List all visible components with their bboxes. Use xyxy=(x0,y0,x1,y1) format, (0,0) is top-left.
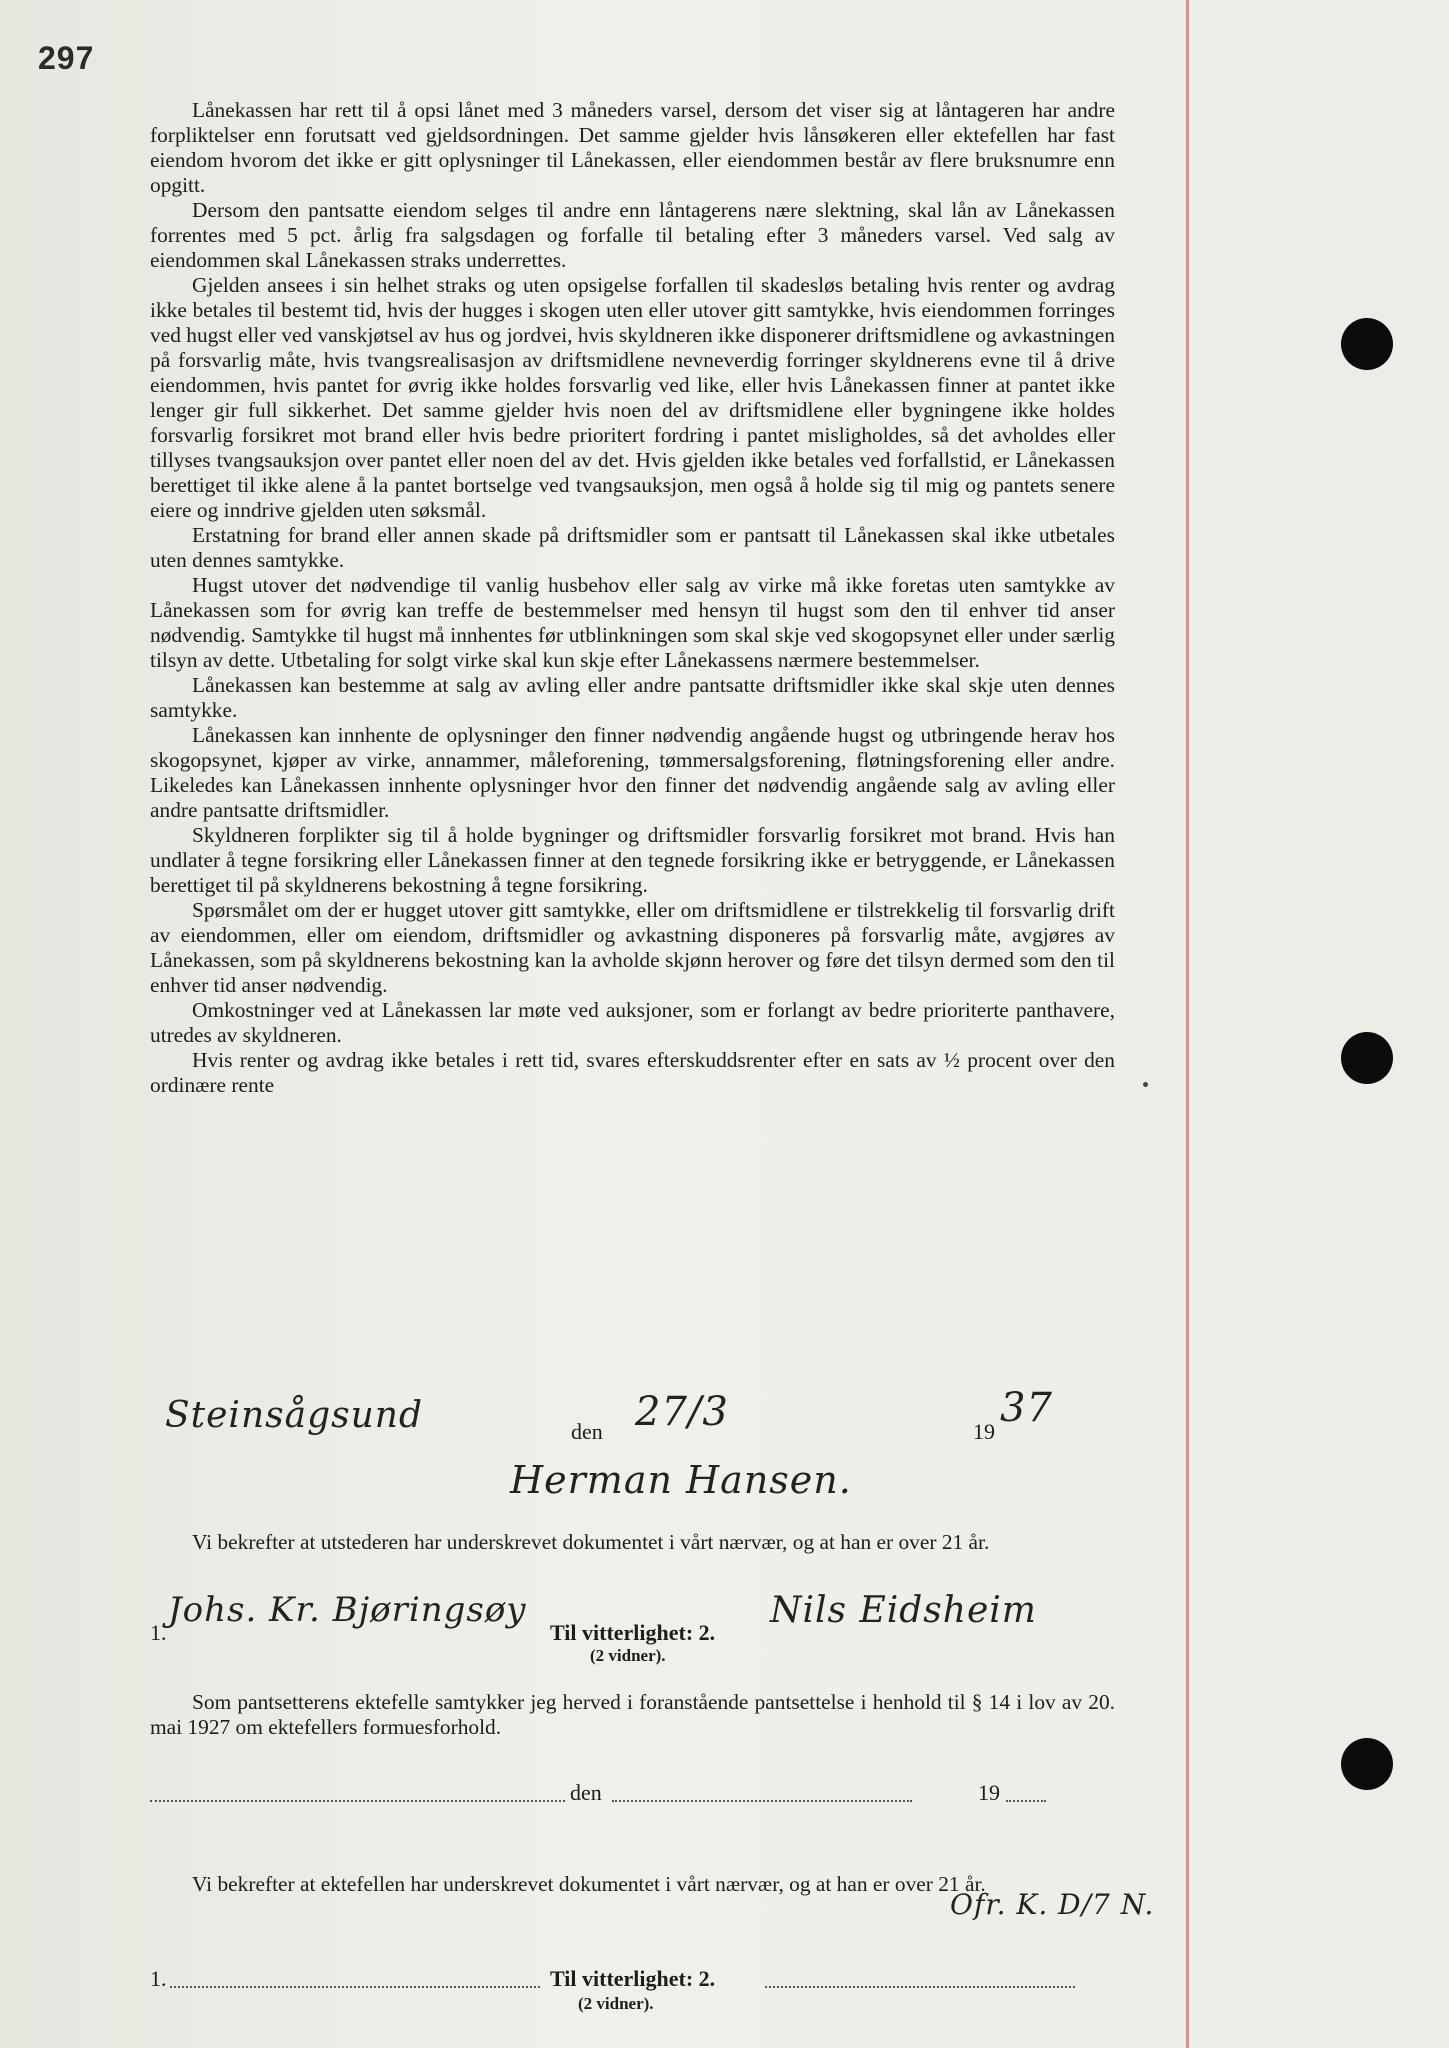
place-line xyxy=(150,1800,565,1802)
paragraph: Lånekassen kan bestemme at salg av avling eller andre pantsatte driftsmidler ikke skal skje uten dennes samtykke. xyxy=(150,673,1115,722)
year-prefix: 19 xyxy=(978,1780,1000,1805)
loan-terms-text xyxy=(150,98,1115,1098)
witness-2-line xyxy=(765,1986,1075,1988)
witness-number-1: 1. xyxy=(150,1966,167,1991)
paragraph: Gjelden ansees i sin helhet straks og uten opsigelse forfallen til skadesløs betaling hvis renter og avdrag ikke betales til bestemt tid, hvis der hugges i skogen uten eller utover gitt samtykke, hvis eiendommen forringes ved hugst eller ved vanskjøtsel av hus og jordvei, hvis skyldneren ikke disponerer driftsmidlene og avkastningen på forsvarlig måte, hvis tvangsrealisasjon av driftsmidlene nevneverdig forringer skyldnerens evne til å drive eiendommen, hvis pantet for øvrig ikke holdes forsvarlig ved like, eller hvis Lånekassen finner at pantet ikke lenger gir full sikkerhet. Det samme gjelder hvis noen del av driftsmidlene eller bygningene ikke holdes forsvarlig forsikret mot brand eller hvis bedre prioritert fordring i pantet misligholdes, så det avholdes eller tillyses tvangsauksjon over pantet eller noen del av det. Hvis gjelden ikke betales ved forfallstid, er Lånekassen berettiget til ikke alene å la pantet bortselge ved tvangsauksjon, men også å holde sig til mig og pantets senere eiere og inndrive gjelden uten søksmål. xyxy=(150,273,1115,522)
ink-speck xyxy=(1143,1082,1148,1087)
den-label: den xyxy=(570,1780,602,1805)
witness-1-line xyxy=(170,1986,540,1988)
signing-date-row xyxy=(165,1385,1085,1455)
vitterlighet-label: Til vitterlighet: 2. xyxy=(550,1966,716,1991)
witness-statement-1: Vi bekrefter at utstederen har underskrevet dokumentet i vårt nærvær, og at han er over 21 år. xyxy=(192,1530,990,1554)
witness-2-signature: Nils Eidsheim xyxy=(770,1590,1037,1631)
page-number: 297 xyxy=(38,40,95,76)
paragraph: Hvis renter og avdrag ikke betales i rett tid, svares efterskuddsrenter efter en sats av ½ procent over den ordinære rente xyxy=(150,1048,1115,1097)
den-label: den xyxy=(571,1419,603,1444)
witness-block-1 xyxy=(150,1590,1130,1665)
paragraph: Erstatning for brand eller annen skade på driftsmidler som er pantsatt til Lånekassen skal ikke utbetales uten dennes samtykke. xyxy=(150,523,1115,572)
date-line xyxy=(612,1800,912,1802)
paragraph: Lånekassen har rett til å opsi lånet med 3 måneders varsel, dersom det viser sig at låntageren har andre forpliktelser enn forutsatt ved gjeldsordningen. Det samme gjelder hvis lånsøkeren eller ektefellen har fast eiendom hvorom det ikke er gitt oplysninger til Lånekassen, eller eiendommen består av flere bruksnumre enn opgitt. xyxy=(150,98,1115,197)
witness-number-1: 1. xyxy=(150,1620,167,1645)
paragraph: Lånekassen kan innhente de oplysninger den finner nødvendig angående hugst og utbringende herav hos skogopsynet, kjøper av virke, annammer, måleforening, tømmersalgsforening, fløtningsforening eller andre. Likeledes kan Lånekassen innhente oplysninger hvor den finner det nødvendig angående salg av avling eller andre pantsatte driftsmidler. xyxy=(150,723,1115,822)
signing-place: Steinsågsund xyxy=(165,1395,424,1436)
spouse-date-row xyxy=(150,1778,1050,1818)
witness-statement-2: Vi bekrefter at ektefellen har underskrevet dokumentet i vårt nærvær, og at han er over 21 år. xyxy=(192,1872,986,1896)
witness-block-2 xyxy=(150,1958,1090,2028)
punch-hole xyxy=(1341,1032,1393,1084)
punch-hole xyxy=(1341,318,1393,370)
vidner-note: (2 vidner). xyxy=(578,1994,654,2013)
vitterlighet-label: Til vitterlighet: 2. xyxy=(550,1620,716,1645)
paragraph: Omkostninger ved at Lånekassen lar møte ved auksjoner, som er forlangt av bedre prioriterte panthavere, utredes av skyldneren. xyxy=(150,998,1115,1047)
witness-1-signature: Johs. Kr. Bjøringsøy xyxy=(168,1590,527,1630)
year-prefix: 19 xyxy=(973,1419,995,1444)
year-suffix: 37 xyxy=(1000,1385,1053,1431)
debtor-signature: Herman Hansen. xyxy=(510,1458,852,1502)
margin-rule xyxy=(1186,0,1189,2048)
paragraph: Skyldneren forplikter sig til å holde bygninger og driftsmidler forsvarlig forsikret mot brand. Hvis han undlater å tegne forsikring eller Lånekassen finner at den tegnede forsikring ikke er betryggende, er Lånekassen berettiget til på skyldnerens bekostning å tegne forsikring. xyxy=(150,823,1115,897)
paragraph: Dersom den pantsatte eiendom selges til andre enn låntagerens nære slektning, skal lån av Lånekassen forrentes med 5 pct. årlig fra salgsdagen og forfalle til betaling efter 3 måneders varsel. Ved salg av eiendommen skal Lånekassen straks underrettes. xyxy=(150,198,1115,272)
vidner-note: (2 vidner). xyxy=(590,1646,666,1665)
signing-date: 27/3 xyxy=(635,1389,729,1435)
spouse-consent-text: Som pantsetterens ektefelle samtykker jeg herved i foranstående pantsettelse i henhold til § 14 i lov av 20. mai 1927 om ektefellers formuesforhold. xyxy=(150,1690,1115,1739)
punch-hole xyxy=(1341,1738,1393,1790)
paragraph: Spørsmålet om der er hugget utover gitt samtykke, eller om driftsmidlene er tilstrekkelig til forsvarlig drift av eiendommen, eller om eiendom, driftsmidler og avkastning disponeres på forsvarlig måte, avgjøres av Lånekassen, som på skyldnerens bekostning kan la avholde skjønn herover og føre det tilsyn dermed som den til enhver tid anser nødvendig. xyxy=(150,898,1115,997)
handwritten-annotation: Ofr. K. D/7 N. xyxy=(950,1888,1155,1921)
year-line xyxy=(1006,1800,1046,1802)
paragraph: Hugst utover det nødvendige til vanlig husbehov eller salg av virke må ikke foretas uten samtykke av Lånekassen som for øvrig kan treffe de bestemmelser med hensyn til hugst som den til enhver tid anser nødvendig. Samtykke til hugst må innhentes før utblinkningen som skal skje ved skogopsynet eller under særlig tilsyn av dette. Utbetaling for solgt virke skal kun skje efter Lånekassens nærmere bestemmelser. xyxy=(150,573,1115,672)
